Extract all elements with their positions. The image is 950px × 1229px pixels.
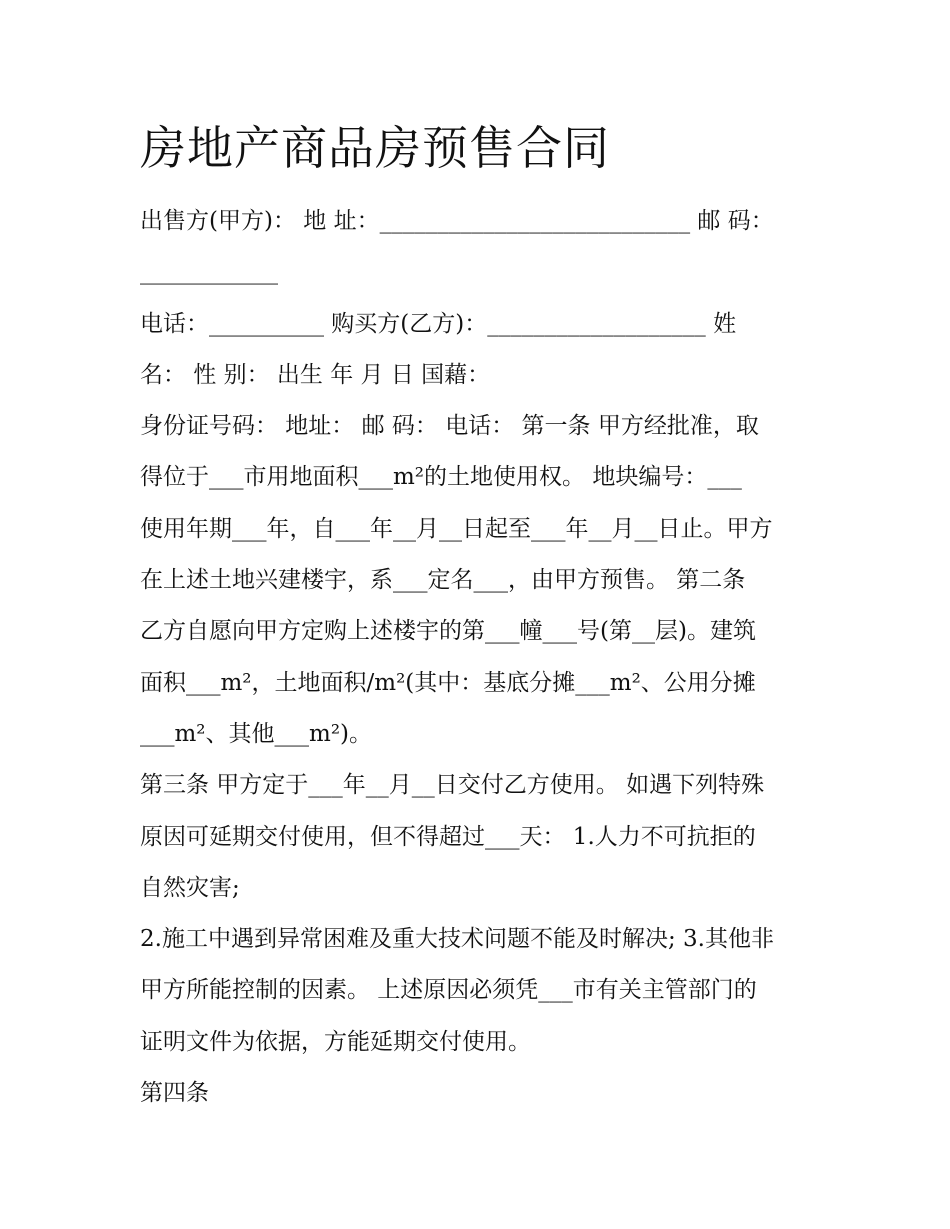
text-line: ____________ <box>140 259 278 286</box>
text-line: 出售方(甲方)： 地 址：___________________________ 邮 码： <box>140 208 774 234</box>
text-line: 在上述土地兴建楼宇，系___定名___，由甲方预售。 第二条 <box>140 567 746 594</box>
text-line: 面积___m²，土地面积/m²(其中：基底分摊___m²、公用分摊 <box>140 669 756 696</box>
text-line: 得位于___市用地面积___m²的土地使用权。 地块编号：___ <box>140 464 742 491</box>
text-line: 乙方自愿向甲方定购上述楼宇的第___幢___号(第__层)。建筑 <box>140 618 756 645</box>
text-line: 2.施工中遇到异常困难及重大技术问题不能及时解决; 3.其他非 <box>140 926 774 953</box>
text-line: 第四条 <box>140 1080 209 1107</box>
text-line: 自然灾害; <box>140 874 240 901</box>
text-line: ___m²、其他___m²)。 <box>140 720 373 747</box>
text-line: 甲方所能控制的因素。 上述原因必须凭___市有关主管部门的 <box>140 977 757 1004</box>
document-title: 房地产商品房预售合同 <box>140 121 610 175</box>
text-line: 原因可延期交付使用，但不得超过___天： 1.人力不可抗拒的 <box>140 823 756 850</box>
text-line: 名： 性 别： 出生 年 月 日 国藉： <box>140 361 491 388</box>
text-line: 使用年期___年，自___年__月__日起至___年__月__日止。甲方 <box>140 515 773 542</box>
contract-body <box>140 196 820 1119</box>
text-line: 证明文件为依据，方能延期交付使用。 <box>140 1028 531 1055</box>
text-line: 第三条 甲方定于___年__月__日交付乙方使用。 如遇下列特殊 <box>140 772 765 799</box>
text-line: 身份证号码： 地址： 邮 码： 电话： 第一条 甲方经批准，取 <box>140 413 759 440</box>
text-line: 电话：__________ 购买方(乙方)：___________________ 姓 <box>140 310 737 337</box>
